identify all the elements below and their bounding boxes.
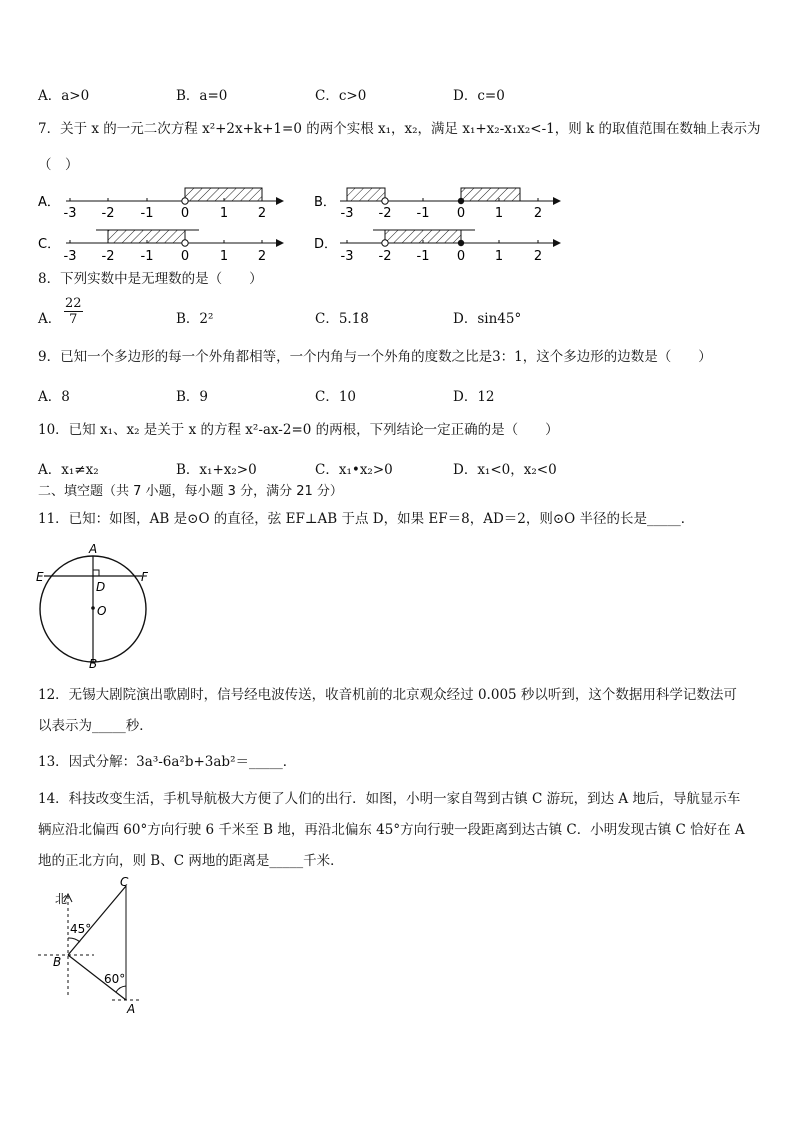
q7-tick: 1 bbox=[494, 206, 504, 221]
q10-stem: 10．已知 x₁、x₂ 是关于 x 的方程 x²-ax-2=0 的两根，下列结论一定正确的是（ ） bbox=[38, 422, 559, 438]
q14-angle-60: 60° bbox=[104, 972, 126, 986]
q11-label-b: B bbox=[89, 657, 98, 670]
q7-tick: 0 bbox=[456, 206, 466, 221]
q7-option-a-label: A． bbox=[38, 195, 60, 210]
q11-label-d: D bbox=[96, 580, 106, 594]
q6-option-b: B．a=0 bbox=[176, 88, 228, 104]
q7-tick: -3 bbox=[63, 206, 77, 221]
q9-stem: 9．已知一个多边形的每一个外角都相等，一个内角与一个外角的度数之比是3：1，这个多边形的边数是（ ） bbox=[38, 349, 712, 365]
q9-option-d: D．12 bbox=[453, 389, 495, 405]
q7-option-c-label: C． bbox=[38, 237, 61, 252]
q14-angle-45: 45° bbox=[70, 922, 92, 936]
q9-option-c: C．10 bbox=[315, 389, 357, 405]
q7-tick: -2 bbox=[378, 206, 392, 221]
q7-tick: -2 bbox=[101, 206, 115, 221]
q8-option-a-label: A． bbox=[38, 311, 62, 327]
q7-option-d-label: D． bbox=[314, 237, 338, 252]
q8-option-b: B．2² bbox=[176, 311, 214, 327]
q7-axis-c bbox=[66, 230, 284, 247]
q11-circle-figure bbox=[34, 540, 154, 670]
q14-label-c: C bbox=[120, 876, 129, 889]
section-heading-fill-in: 二、填空题（共 7 小题，每小题 3 分，满分 21 分） bbox=[38, 484, 343, 499]
q7-tick: 0 bbox=[180, 249, 190, 264]
q7-tick: 0 bbox=[180, 206, 190, 221]
q10-option-d: D．x₁<0，x₂<0 bbox=[453, 462, 557, 478]
q11-label-o: O bbox=[97, 604, 107, 618]
q6-option-a: A．a>0 bbox=[38, 88, 90, 104]
q7-tick: -1 bbox=[416, 249, 430, 264]
q14-stem-line1: 14．科技改变生活，手机导航极大方便了人们的出行．如图，小明一家自驾到古镇 C 游玩，到达 A 地后，导航显示车 bbox=[38, 791, 741, 807]
q7-tick: 2 bbox=[257, 249, 267, 264]
q6-option-c: C．c>0 bbox=[315, 88, 367, 104]
q8-option-a-fraction bbox=[64, 296, 83, 327]
q14-stem-line3: 地的正北方向，则 B、C 两地的距离是_____千米． bbox=[38, 853, 344, 869]
q10-option-b: B．x₁+x₂>0 bbox=[176, 462, 257, 478]
q7-tick: 1 bbox=[219, 249, 229, 264]
q6-option-d: D．c=0 bbox=[453, 88, 505, 104]
q7-tick: -3 bbox=[340, 206, 354, 221]
q11-label-e: E bbox=[36, 570, 44, 584]
q7-tick: 1 bbox=[219, 206, 229, 221]
q14-direction-figure bbox=[36, 876, 156, 1016]
q8-fraction-denominator: 7 bbox=[69, 312, 78, 327]
q7-tick: -1 bbox=[416, 206, 430, 221]
q9-option-b: B．9 bbox=[176, 389, 209, 405]
q7-tick: 2 bbox=[533, 249, 543, 264]
q7-tick: -1 bbox=[140, 249, 154, 264]
q7-stem-line1: 7．关于 x 的一元二次方程 x²+2x+k+1=0 的两个实根 x₁，x₂，满足 x₁+x₂-x₁x₂<-1，则 k 的取值范围在数轴上表示为 bbox=[38, 121, 761, 137]
q11-label-a: A bbox=[89, 542, 98, 556]
q7-axis-d bbox=[340, 230, 561, 247]
q11-label-f: F bbox=[141, 570, 148, 584]
q7-tick: 2 bbox=[533, 206, 543, 221]
q14-label-a: A bbox=[127, 1002, 136, 1016]
q10-option-a: A．x₁≠x₂ bbox=[38, 462, 99, 478]
q14-label-b: B bbox=[53, 955, 62, 969]
q7-axis-a bbox=[66, 188, 284, 205]
q8-option-d: D．sin45° bbox=[453, 311, 522, 327]
q7-tick: -2 bbox=[378, 249, 392, 264]
q7-tick: -2 bbox=[101, 249, 115, 264]
q14-stem-line2: 辆应沿北偏西 60°方向行驶 6 千米至 B 地，再沿北偏东 45°方向行驶一段距离到达古镇 C．小明发现古镇 C 恰好在 A bbox=[38, 822, 745, 838]
q14-north-label: 北 bbox=[55, 892, 68, 906]
q7-axis-b bbox=[340, 188, 561, 205]
q7-tick: -3 bbox=[63, 249, 77, 264]
q11-stem: 11．已知：如图，AB 是⊙O 的直径，弦 EF⊥AB 于点 D，如果 EF＝8，AD＝2，则⊙O 半径的长是_____． bbox=[38, 511, 695, 527]
q12-stem-line1: 12．无锡大剧院演出歌剧时，信号经电波传送，收音机前的北京观众经过 0.005 秒以听到，这个数据用科学记数法可 bbox=[38, 687, 737, 703]
q7-tick: 2 bbox=[257, 206, 267, 221]
q7-option-b-label: B． bbox=[314, 195, 336, 210]
q8-stem: 8．下列实数中是无理数的是（ ） bbox=[38, 271, 263, 287]
q9-option-a: A．8 bbox=[38, 389, 70, 405]
q7-tick: -1 bbox=[140, 206, 154, 221]
q12-stem-line2: 以表示为_____秒． bbox=[38, 718, 153, 734]
q8-fraction-numerator: 22 bbox=[65, 296, 82, 311]
q8-option-c: C．5.1̇8̇ bbox=[315, 311, 369, 327]
q7-tick: 1 bbox=[494, 249, 504, 264]
q7-tick: 0 bbox=[456, 249, 466, 264]
q7-tick: -3 bbox=[340, 249, 354, 264]
q10-option-c: C．x₁•x₂>0 bbox=[315, 462, 393, 478]
q7-stem-line2: （ ） bbox=[38, 157, 79, 173]
q13-stem: 13．因式分解：3a³-6a²b+3ab²＝_____． bbox=[38, 754, 297, 770]
